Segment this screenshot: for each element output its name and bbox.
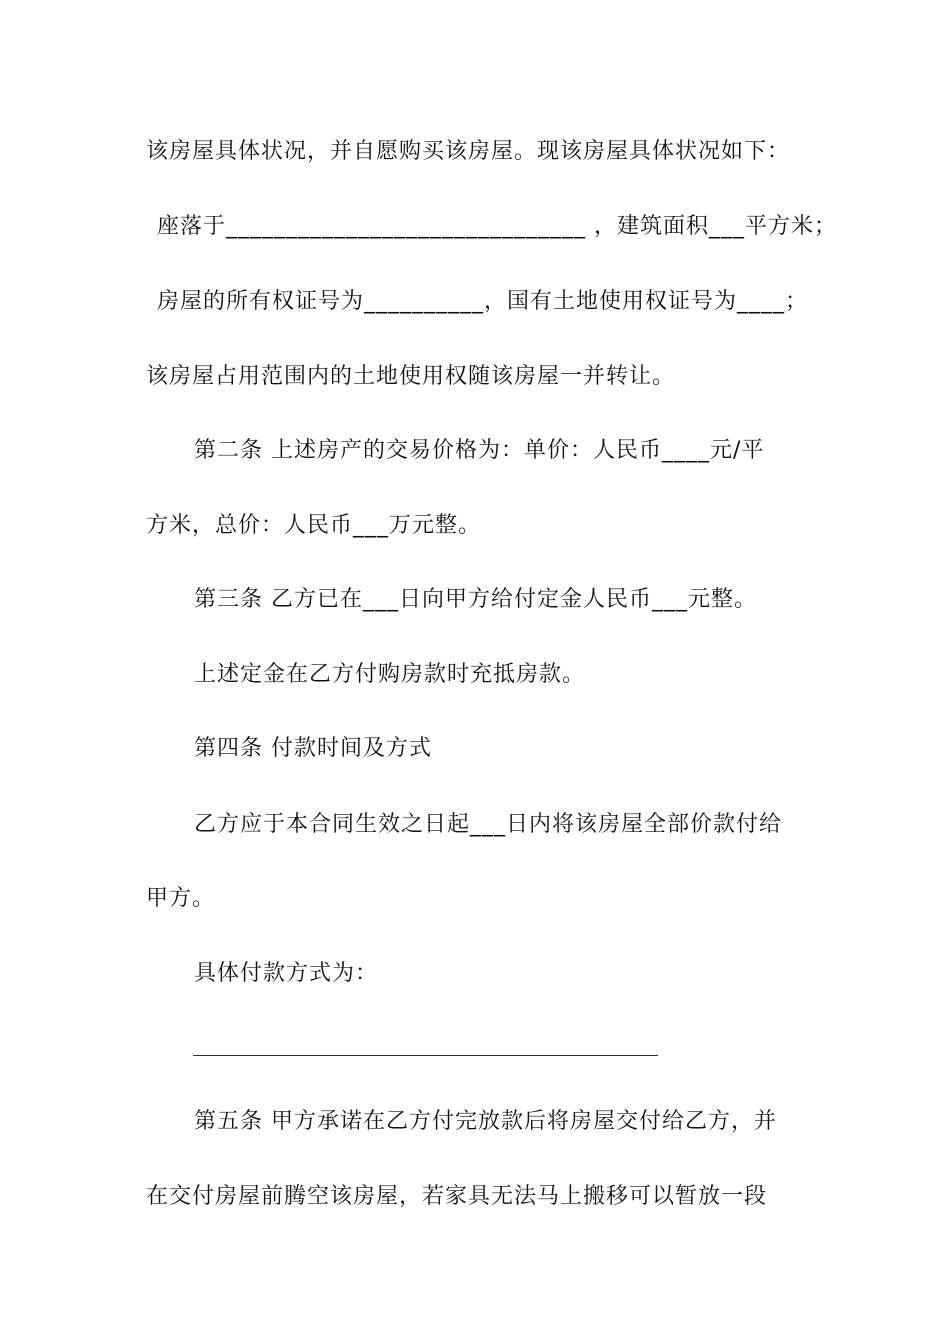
article-four: 第四条 付款时间及方式 [194,736,432,761]
article-two: 第二条 上述房产的交易价格为：单价：人民币____元/平 [194,438,765,463]
text-line: 房屋的所有权证号为__________，国有土地使用权证号为____； [157,289,809,314]
blank-fill-line [193,1055,658,1056]
article-three: 第三条 乙方已在___日向甲方给付定金人民币___元整。 [194,587,757,612]
text-line: 甲方。 [146,886,216,911]
text-line: 在交付房屋前腾空该房屋，若家具无法马上搬移可以暂放一段 [146,1184,768,1209]
text-line: 乙方应于本合同生效之日起___日内将该房屋全部价款付给 [194,812,783,837]
text-line: 该房屋具体状况，并自愿购买该房屋。现该房屋具体状况如下： [146,139,791,164]
text-line: 座落于______________________________ ，建筑面积___平方米； [157,214,837,239]
text-line: 上述定金在乙方付购房款时充抵房款。 [194,662,586,687]
text-line: 方米，总价：人民币___万元整。 [146,513,482,538]
text-line: 具体付款方式为： [194,961,379,986]
article-five: 第五条 甲方承诺在乙方付完放款后将房屋交付给乙方，并 [194,1109,777,1134]
text-line: 该房屋占用范围内的土地使用权随该房屋一并转让。 [146,364,676,389]
